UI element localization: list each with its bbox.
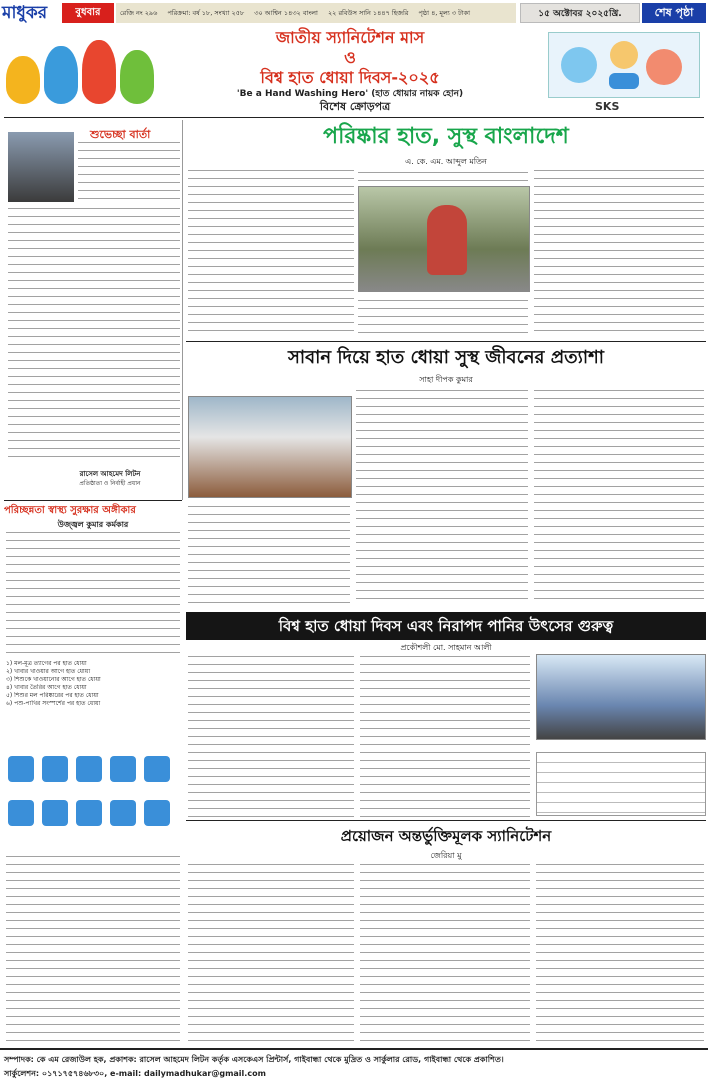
handwash-times-list — [6, 660, 182, 708]
greeting-signature-name: রাসেল আহমেদ লিটন — [79, 470, 141, 478]
greeting-body-text — [78, 142, 180, 204]
article4-body — [188, 864, 354, 1044]
hand-icon — [44, 46, 78, 104]
handwash-steps-graphic — [6, 752, 180, 848]
divider — [186, 820, 706, 821]
article1-body — [358, 300, 528, 338]
info-item: পরিক্রমা: বর্ষ ১৮, সংখ্যা ২৫৮ — [167, 9, 245, 17]
article1-body — [534, 170, 704, 338]
info-item: ২২ রবিউস সানি ১৪৪৭ হিজরি — [327, 9, 409, 17]
handwash-step-icon — [42, 756, 68, 782]
article3-headline: বিশ্ব হাত ধোয়া দিবস এবং নিরাপদ পানির উৎসের গুরুত্ব — [186, 612, 706, 640]
handwash-step-icon — [144, 756, 170, 782]
article1-photo — [358, 186, 530, 292]
left-article-body — [6, 532, 180, 656]
handwash-step-icon — [110, 756, 136, 782]
divider — [4, 500, 182, 501]
author-portrait — [8, 132, 74, 202]
article4-headline: প্রয়োজন অন্তর্ভুক্তিমূলক স্যানিটেশন — [340, 827, 552, 845]
day-badge: বুধবার — [62, 3, 114, 23]
article2-headline: সাবান দিয়ে হাত ধোয়া সুস্থ জীবনের প্রত্যাশা — [288, 347, 604, 368]
info-item: পৃষ্ঠা ৪, মূল্য ৩ টাকা — [418, 9, 470, 17]
greeting-body-text — [8, 208, 180, 464]
banner-tagline: 'Be a Hand Washing Hero' (হাত ধোয়ার নায়ক হোন) — [236, 89, 464, 99]
list-item: ৩) শিশুকে খাওয়ানোর আগে হাত ধোয়া — [6, 676, 101, 683]
sponsor-logo: SKS — [595, 100, 620, 113]
handwash-step-icon — [144, 800, 170, 826]
list-item: ২) খাবার খাওয়ার আগে হাত ধোয়া — [6, 668, 91, 675]
banner-title — [200, 28, 500, 88]
article2-body — [356, 390, 528, 606]
banner-line-2: ও — [344, 48, 356, 67]
article3-table — [536, 752, 706, 816]
masthead — [0, 0, 708, 26]
handwash-step-icon — [8, 800, 34, 826]
info-item: ৩০ আশ্বিন ১৪৩২ বাংলা — [254, 9, 318, 17]
greeting-signature-role: প্রতিষ্ঠাতা ও নির্বাহী প্রধান — [79, 480, 141, 487]
imprint-line: সম্পাদক: কে এম রেজাউল হক, প্রকাশক: রাসেল আহমেদ লিটন কর্তৃক এসকেএস প্রিন্টার্স, গাইবান্ধা থেকে মুদ্রিত ও সার্কুলার রোড, গাইবান্ধা থেকে প্রকাশিত। — [4, 1055, 504, 1064]
newspaper-logo: মাধুকর — [2, 3, 48, 23]
article2-body — [188, 506, 350, 606]
hand-icon — [82, 40, 116, 104]
contact-line: সার্কুলেশন: ০১৭১৭৫৭৪৬৮৩০, e-mail: dailymadhukar@gmail.com — [4, 1069, 266, 1078]
article3-photo — [536, 654, 706, 740]
handwash-step-icon — [76, 756, 102, 782]
greeting-title: শুভেচ্ছা বার্তা — [90, 128, 151, 141]
article1-headline: পরিষ্কার হাত, সুস্থ বাংলাদেশ — [323, 124, 569, 149]
hand-icon — [6, 56, 40, 104]
article4-body — [536, 864, 704, 1044]
list-item: ৪) খাবার তৈরির আগে হাত ধোয়া — [6, 684, 87, 691]
article3-author: প্রকৌশলী মো. সাহমান আলী — [400, 643, 492, 652]
article2-author: সাহা দীপক কুমার — [419, 375, 473, 384]
handwash-step-icon — [8, 756, 34, 782]
article3-body — [360, 656, 530, 818]
handwash-icon — [549, 33, 699, 97]
divider — [4, 117, 704, 118]
article2-photo — [188, 396, 352, 498]
special-supplement-label: বিশেষ ক্রোড়পত্র — [319, 100, 391, 113]
imprint-footer — [0, 1048, 708, 1082]
article1-author: এ. কে. এম. আব্দুল মতিন — [405, 157, 487, 166]
person-figure — [427, 205, 467, 275]
handwash-step-icon — [76, 800, 102, 826]
article3-body — [188, 656, 354, 818]
article1-body — [358, 172, 528, 184]
article1-body — [188, 170, 354, 338]
hands-illustration-icon — [6, 34, 176, 104]
handwash-graphic — [548, 32, 700, 98]
issue-info-strip — [116, 3, 516, 23]
handwash-step-icon — [42, 800, 68, 826]
hand-icon — [120, 50, 154, 104]
banner-line-1: জাতীয় স্যানিটেশন মাস — [275, 28, 425, 47]
date-badge: ১৫ অক্টোবর ২০২৫খ্রি. — [520, 3, 640, 23]
info-item: রেজি নং ২৯৬ — [120, 9, 158, 17]
article4-author: জেরিয়া মু — [430, 851, 462, 860]
left-article-body — [6, 856, 180, 1042]
list-item: ৫) শিশুর মল পরিষ্কারের পর হাত ধোয়া — [6, 692, 99, 699]
article2-body — [534, 390, 704, 606]
article4-body — [360, 864, 530, 1044]
banner-line-3: বিশ্ব হাত ধোয়া দিবস-২০২৫ — [260, 68, 440, 87]
left-article-title: পরিচ্ছন্নতা স্বাস্থ্য সুরক্ষার অঙ্গীকার — [4, 505, 136, 516]
handwash-step-icon — [110, 800, 136, 826]
left-article-author: উজ্জ্বল কুমার কর্মকার — [57, 520, 129, 529]
section-bar — [0, 98, 708, 116]
list-item: ১) মল-মূত্র ত্যাগের পর হাত ধোয়া — [6, 660, 87, 667]
divider — [186, 341, 706, 342]
last-page-badge: শেষ পৃষ্ঠা — [642, 3, 706, 23]
list-item: ৬) পশু-পাখির সংস্পর্শের পর হাত ধোয়া — [6, 700, 101, 707]
